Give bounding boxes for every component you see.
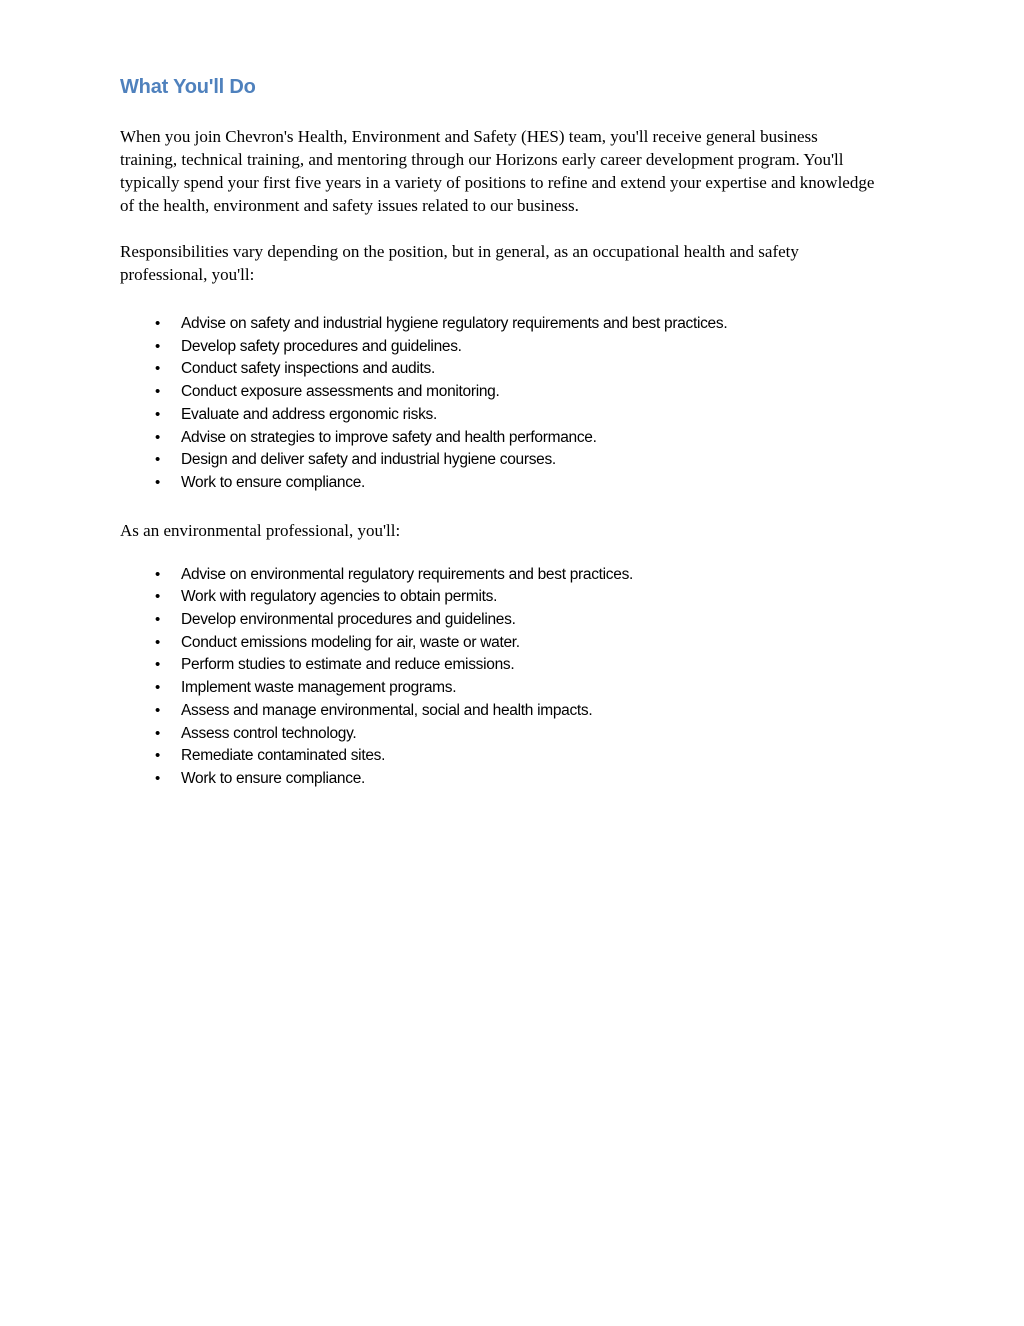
environmental-list	[120, 564, 878, 791]
list-item: • Develop environmental procedures and guidelines.	[155, 609, 878, 632]
intro-paragraph: When you join Chevron's Health, Environment and Safety (HES) team, you'll receive general business training, technical training, and mentoring through our Horizons early career development program. You'll typically spend your first five years in a variety of positions to refine and extend your expertise and knowledge of the health, environment and safety issues related to our business.	[120, 127, 875, 215]
list-item: • Advise on safety and industrial hygiene regulatory requirements and best practices.	[155, 313, 878, 336]
list-item: • Conduct exposure assessments and monitoring.	[155, 381, 878, 404]
list-item: • Remediate contaminated sites.	[155, 745, 878, 768]
list-item: • Perform studies to estimate and reduce emissions.	[155, 654, 878, 677]
responsibilities-paragraph: Responsibilities vary depending on the position, but in general, as an occupational health and safety professional, you'll:	[120, 242, 799, 284]
safety-list	[120, 313, 878, 495]
list-item: • Work to ensure compliance.	[155, 768, 878, 791]
environmental-paragraph: As an environmental professional, you'll:	[120, 520, 401, 540]
list-item: • Develop safety procedures and guidelines.	[155, 336, 878, 359]
list-item: • Assess and manage environmental, social and health impacts.	[155, 700, 878, 723]
list-item: • Conduct safety inspections and audits.	[155, 358, 878, 381]
section-heading: What You'll Do	[120, 76, 256, 98]
list-item: • Advise on environmental regulatory requirements and best practices.	[155, 564, 878, 587]
list-item: • Advise on strategies to improve safety and health performance.	[155, 427, 878, 450]
list-item: • Design and deliver safety and industrial hygiene courses.	[155, 449, 878, 472]
list-item: • Implement waste management programs.	[155, 677, 878, 700]
list-item: • Conduct emissions modeling for air, waste or water.	[155, 632, 878, 655]
list-item: • Evaluate and address ergonomic risks.	[155, 404, 878, 427]
list-item: • Assess control technology.	[155, 723, 878, 746]
list-item: • Work with regulatory agencies to obtain permits.	[155, 586, 878, 609]
list-item: • Work to ensure compliance.	[155, 472, 878, 495]
